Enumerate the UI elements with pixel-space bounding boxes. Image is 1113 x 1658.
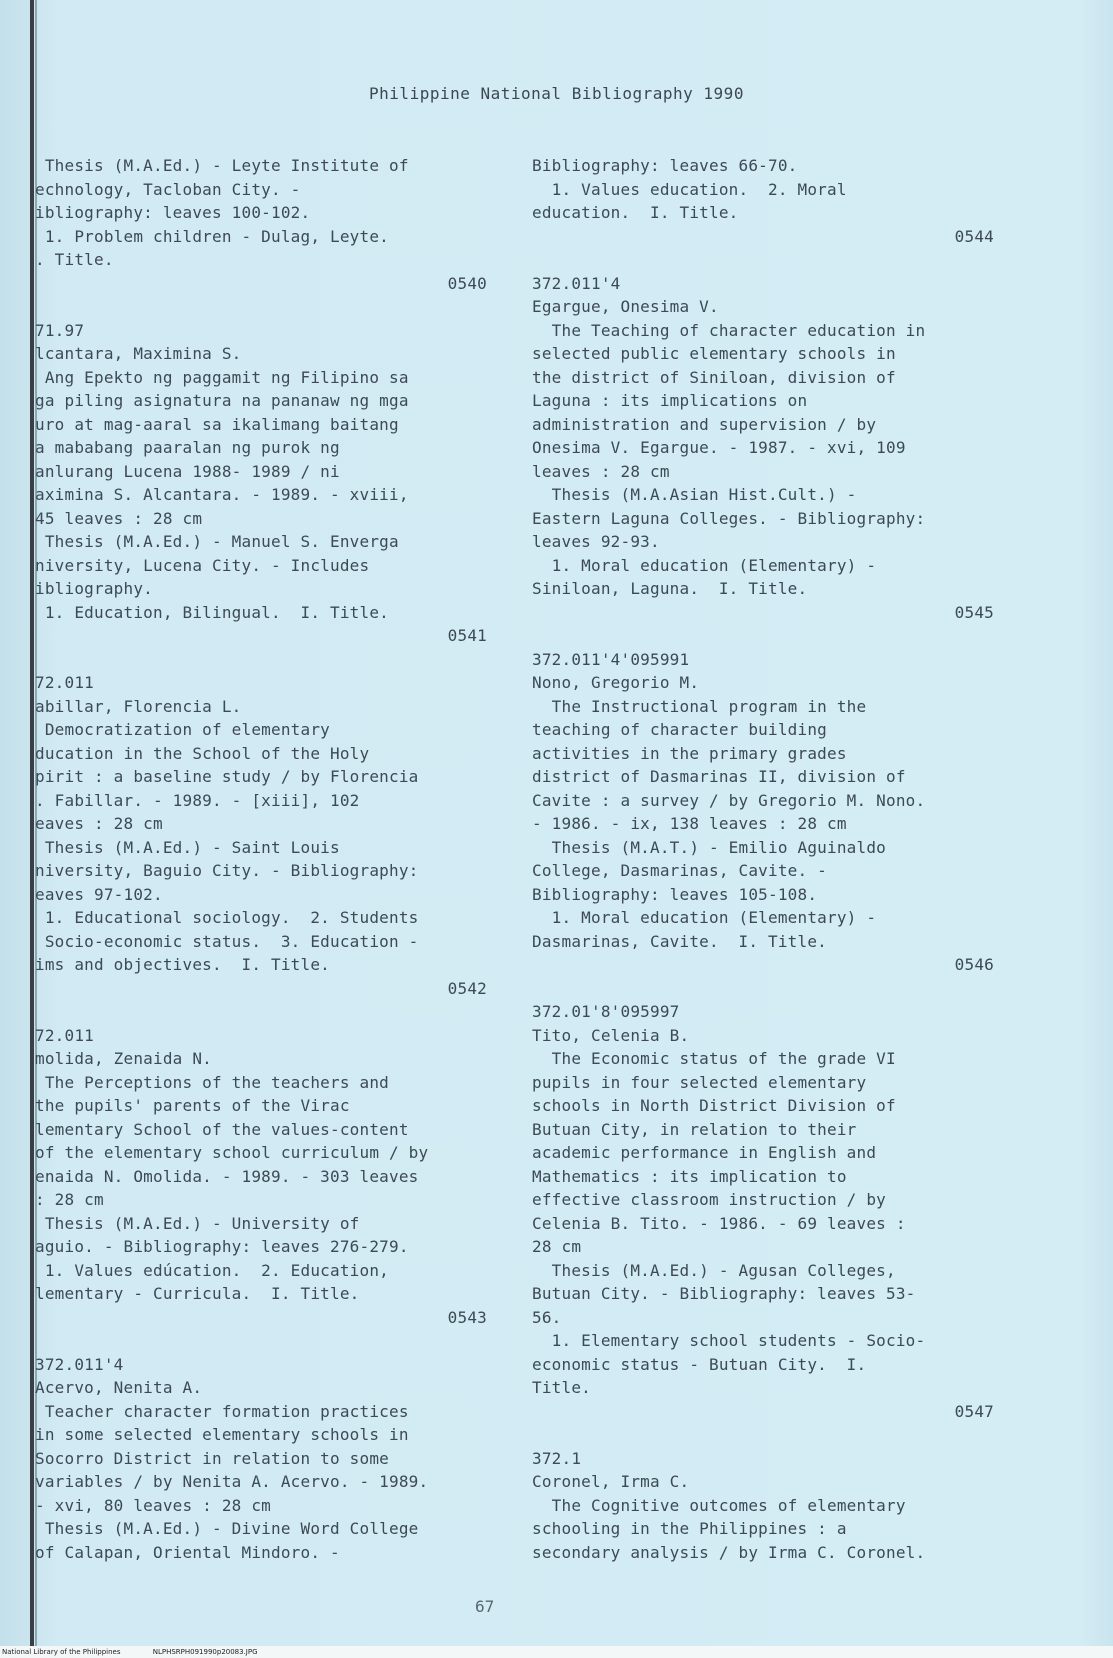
entry-line: Dasmarinas, Cavite. I. Title. xyxy=(532,931,827,951)
entry-line: anlurang Lucena 1988- 1989 / ni xyxy=(35,461,340,481)
entry-number: 0544 xyxy=(954,226,994,246)
entry-line: Acervo, Nenita A. xyxy=(35,1378,203,1397)
entry-line: Siniloan, Laguna. I. Title. xyxy=(532,579,808,598)
right-column xyxy=(532,154,1002,1564)
entry-line: . Fabillar. - 1989. - [xiii], 102 xyxy=(35,790,360,810)
entry-line: Eastern Laguna Colleges. - Bibliography: xyxy=(532,508,926,528)
footer-library: National Library of the Philippines xyxy=(2,1648,121,1656)
entry-line: in some selected elementary schools in xyxy=(35,1425,409,1444)
entry-line: eaves : 28 cm xyxy=(35,814,163,833)
entry-line: 372.011'4 xyxy=(35,1354,124,1374)
entry-line: 1. Moral education (Elementary) - xyxy=(532,908,877,927)
entry-number: 0541 xyxy=(447,626,487,645)
entry-line: Bibliography: leaves 105-108. xyxy=(532,884,818,904)
entry-gap xyxy=(35,1000,495,1024)
left-column xyxy=(35,154,495,1564)
entry-line: The Teaching of character education in xyxy=(532,320,926,340)
entry-line: Cavite : a survey / by Gregorio M. Nono. xyxy=(532,790,926,810)
entry-line: Thesis (M.A.Ed.) - University of xyxy=(35,1213,360,1233)
entry-number: 0543 xyxy=(447,1307,487,1327)
entry-line: lementary School of the values-content xyxy=(35,1119,409,1139)
entry-line: Nono, Gregorio M. xyxy=(532,673,700,692)
entry-line: The Instructional program in the xyxy=(532,696,867,716)
entry-line: echnology, Tacloban City. - xyxy=(35,179,301,199)
entry-line: molida, Zenaida N. xyxy=(35,1049,212,1068)
entry-line: - 1986. - ix, 138 leaves : 28 cm xyxy=(532,814,847,833)
entry-line: activities in the primary grades xyxy=(532,743,847,763)
entry-line: aximina S. Alcantara. - 1989. - xviii, xyxy=(35,485,409,504)
entry-number: 0546 xyxy=(954,955,994,974)
entry-line: 72.011 xyxy=(35,1025,94,1045)
entry-line: Tito, Celenia B. xyxy=(532,1025,690,1045)
entry-line: pirit : a baseline study / by Florencia xyxy=(35,767,419,786)
entry-line: Thesis (M.A.Asian Hist.Cult.) - xyxy=(532,485,857,504)
entry-gap xyxy=(532,624,1002,648)
entry-line: district of Dasmarinas II, division of xyxy=(532,767,906,786)
entry-line: ibliography: leaves 100-102. xyxy=(35,203,311,222)
entry-line: 372.011'4'095991 xyxy=(532,649,690,669)
entry-line: The Economic status of the grade VI xyxy=(532,1049,896,1068)
entry-line: ga piling asignatura na pananaw ng mga xyxy=(35,391,409,410)
entry-line: Democratization of elementary xyxy=(35,720,330,739)
entry-line: Thesis (M.A.T.) - Emilio Aguinaldo xyxy=(532,837,886,857)
binding-edge xyxy=(30,0,34,1648)
entry-line: The Perceptions of the teachers and xyxy=(35,1072,389,1092)
entry-number: 0540 xyxy=(447,273,487,293)
entry-line: aguio. - Bibliography: leaves 276-279. xyxy=(35,1237,409,1256)
entry-line: 1. Problem children - Dulag, Leyte. xyxy=(35,226,389,246)
entry-line: College, Dasmarinas, Cavite. - xyxy=(532,861,827,880)
entry-line: Butuan City. - Bibliography: leaves 53- xyxy=(532,1284,916,1303)
entry-line: economic status - Butuan City. I. xyxy=(532,1354,867,1374)
entry-line: administration and supervision / by xyxy=(532,414,877,434)
entry-number: 0542 xyxy=(447,978,487,998)
entry-line: leaves : 28 cm xyxy=(532,461,670,481)
entry-line: leaves 92-93. xyxy=(532,532,660,551)
entry-gap xyxy=(532,248,1002,272)
entry-line: - xvi, 80 leaves : 28 cm xyxy=(35,1495,271,1515)
entry-number: 0547 xyxy=(954,1401,994,1421)
entry-line: the district of Siniloan, division of xyxy=(532,367,896,387)
entry-line: 1. Moral education (Elementary) - xyxy=(532,555,877,575)
entry-line: academic performance in English and xyxy=(532,1143,877,1162)
entry-line: Teacher character formation practices xyxy=(35,1401,409,1421)
entry-line: The Cognitive outcomes of elementary xyxy=(532,1495,906,1515)
entry-line: lementary - Curricula. I. Title. xyxy=(35,1284,360,1303)
entry-line: niversity, Lucena City. - Includes xyxy=(35,555,370,575)
entry-line: Thesis (M.A.Ed.) - Divine Word College xyxy=(35,1519,419,1538)
entry-line: Onesima V. Egargue. - 1987. - xvi, 109 xyxy=(532,438,906,457)
entry-line: 1. Elementary school students - Socio- xyxy=(532,1331,926,1350)
entry-line: niversity, Baguio City. - Bibliography: xyxy=(35,861,419,880)
entry-line: Butuan City, in relation to their xyxy=(532,1119,857,1139)
entry-gap xyxy=(35,1329,495,1353)
entry-line: eaves 97-102. xyxy=(35,884,163,904)
entry-line: education. I. Title. xyxy=(532,203,739,222)
entry-line: 1. Educational sociology. 2. Students xyxy=(35,908,419,927)
entry-line: of the elementary school curriculum / by xyxy=(35,1143,429,1162)
entry-line: Thesis (M.A.Ed.) - Manuel S. Enverga xyxy=(35,532,399,551)
entry-line: . Title. xyxy=(35,250,114,269)
entry-line: pupils in four selected elementary xyxy=(532,1072,867,1092)
entry-line: schools in North District Division of xyxy=(532,1096,896,1115)
entry-line: variables / by Nenita A. Acervo. - 1989. xyxy=(35,1472,429,1491)
entry-line: 1. Values education. 2. Moral xyxy=(532,179,847,199)
entry-gap xyxy=(35,295,495,319)
entry-line: a mababang paaralan ng purok ng xyxy=(35,438,340,457)
entry-line: 45 leaves : 28 cm xyxy=(35,508,203,528)
entry-line: 71.97 xyxy=(35,320,85,340)
entry-line: uro at mag-aaral sa ikalimang baitang xyxy=(35,414,399,434)
entry-line: 372.1 xyxy=(532,1448,582,1468)
entry-line: teaching of character building xyxy=(532,720,827,739)
entry-line: 56. xyxy=(532,1307,562,1327)
entry-line: Mathematics : its implication to xyxy=(532,1166,847,1186)
entry-gap xyxy=(35,648,495,672)
entry-line: ims and objectives. I. Title. xyxy=(35,955,330,974)
scan-footer xyxy=(0,1646,1113,1658)
entry-line: schooling in the Philippines : a xyxy=(532,1519,847,1538)
entry-line: 72.011 xyxy=(35,673,94,692)
entry-line: selected public elementary schools in xyxy=(532,344,896,363)
entry-line: Laguna : its implications on xyxy=(532,391,808,410)
entry-number: 0545 xyxy=(954,602,994,622)
entry-gap xyxy=(532,977,1002,1001)
entry-line: Socorro District in relation to some xyxy=(35,1448,389,1468)
entry-line: 372.01'8'095997 xyxy=(532,1002,680,1021)
entry-line: Thesis (M.A.Ed.) - Leyte Institute of xyxy=(35,156,409,175)
entry-line: 28 cm xyxy=(532,1237,582,1256)
entry-line: abillar, Florencia L. xyxy=(35,696,242,716)
entry-line: enaida N. Omolida. - 1989. - 303 leaves xyxy=(35,1166,419,1186)
entry-line: Bibliography: leaves 66-70. xyxy=(532,156,798,175)
entry-line: 372.011'4 xyxy=(532,273,621,293)
page-header: Philippine National Bibliography 1990 xyxy=(369,84,744,103)
entry-line: ducation in the School of the Holy xyxy=(35,743,370,763)
entry-gap xyxy=(532,1423,1002,1447)
entry-line: the pupils' parents of the Virac xyxy=(35,1096,350,1115)
entry-line: Coronel, Irma C. xyxy=(532,1472,690,1491)
entry-line: of Calapan, Oriental Mindoro. - xyxy=(35,1542,340,1562)
entry-line: Celenia B. Tito. - 1986. - 69 leaves : xyxy=(532,1213,906,1233)
entry-line: : 28 cm xyxy=(35,1190,104,1209)
entry-line: Title. xyxy=(532,1378,591,1397)
entry-line: Ang Epekto ng paggamit ng Filipino sa xyxy=(35,367,409,387)
entry-line: lcantara, Maximina S. xyxy=(35,344,242,363)
entry-line: ibliography. xyxy=(35,579,153,598)
entry-line: Thesis (M.A.Ed.) - Saint Louis xyxy=(35,837,340,857)
entry-line: 1. Education, Bilingual. I. Title. xyxy=(35,602,389,622)
entry-line: secondary analysis / by Irma C. Coronel. xyxy=(532,1542,926,1562)
entry-line: 1. Values edúcation. 2. Education, xyxy=(35,1260,389,1280)
entry-line: Thesis (M.A.Ed.) - Agusan Colleges, xyxy=(532,1260,896,1280)
entry-line: Socio-economic status. 3. Education - xyxy=(35,931,419,951)
footer-file: NLPHSRPH091990p20083.JPG xyxy=(152,1648,258,1656)
entry-line: effective classroom instruction / by xyxy=(532,1190,886,1209)
entry-line: Egargue, Onesima V. xyxy=(532,297,719,316)
page-number: 67 xyxy=(475,1597,495,1616)
